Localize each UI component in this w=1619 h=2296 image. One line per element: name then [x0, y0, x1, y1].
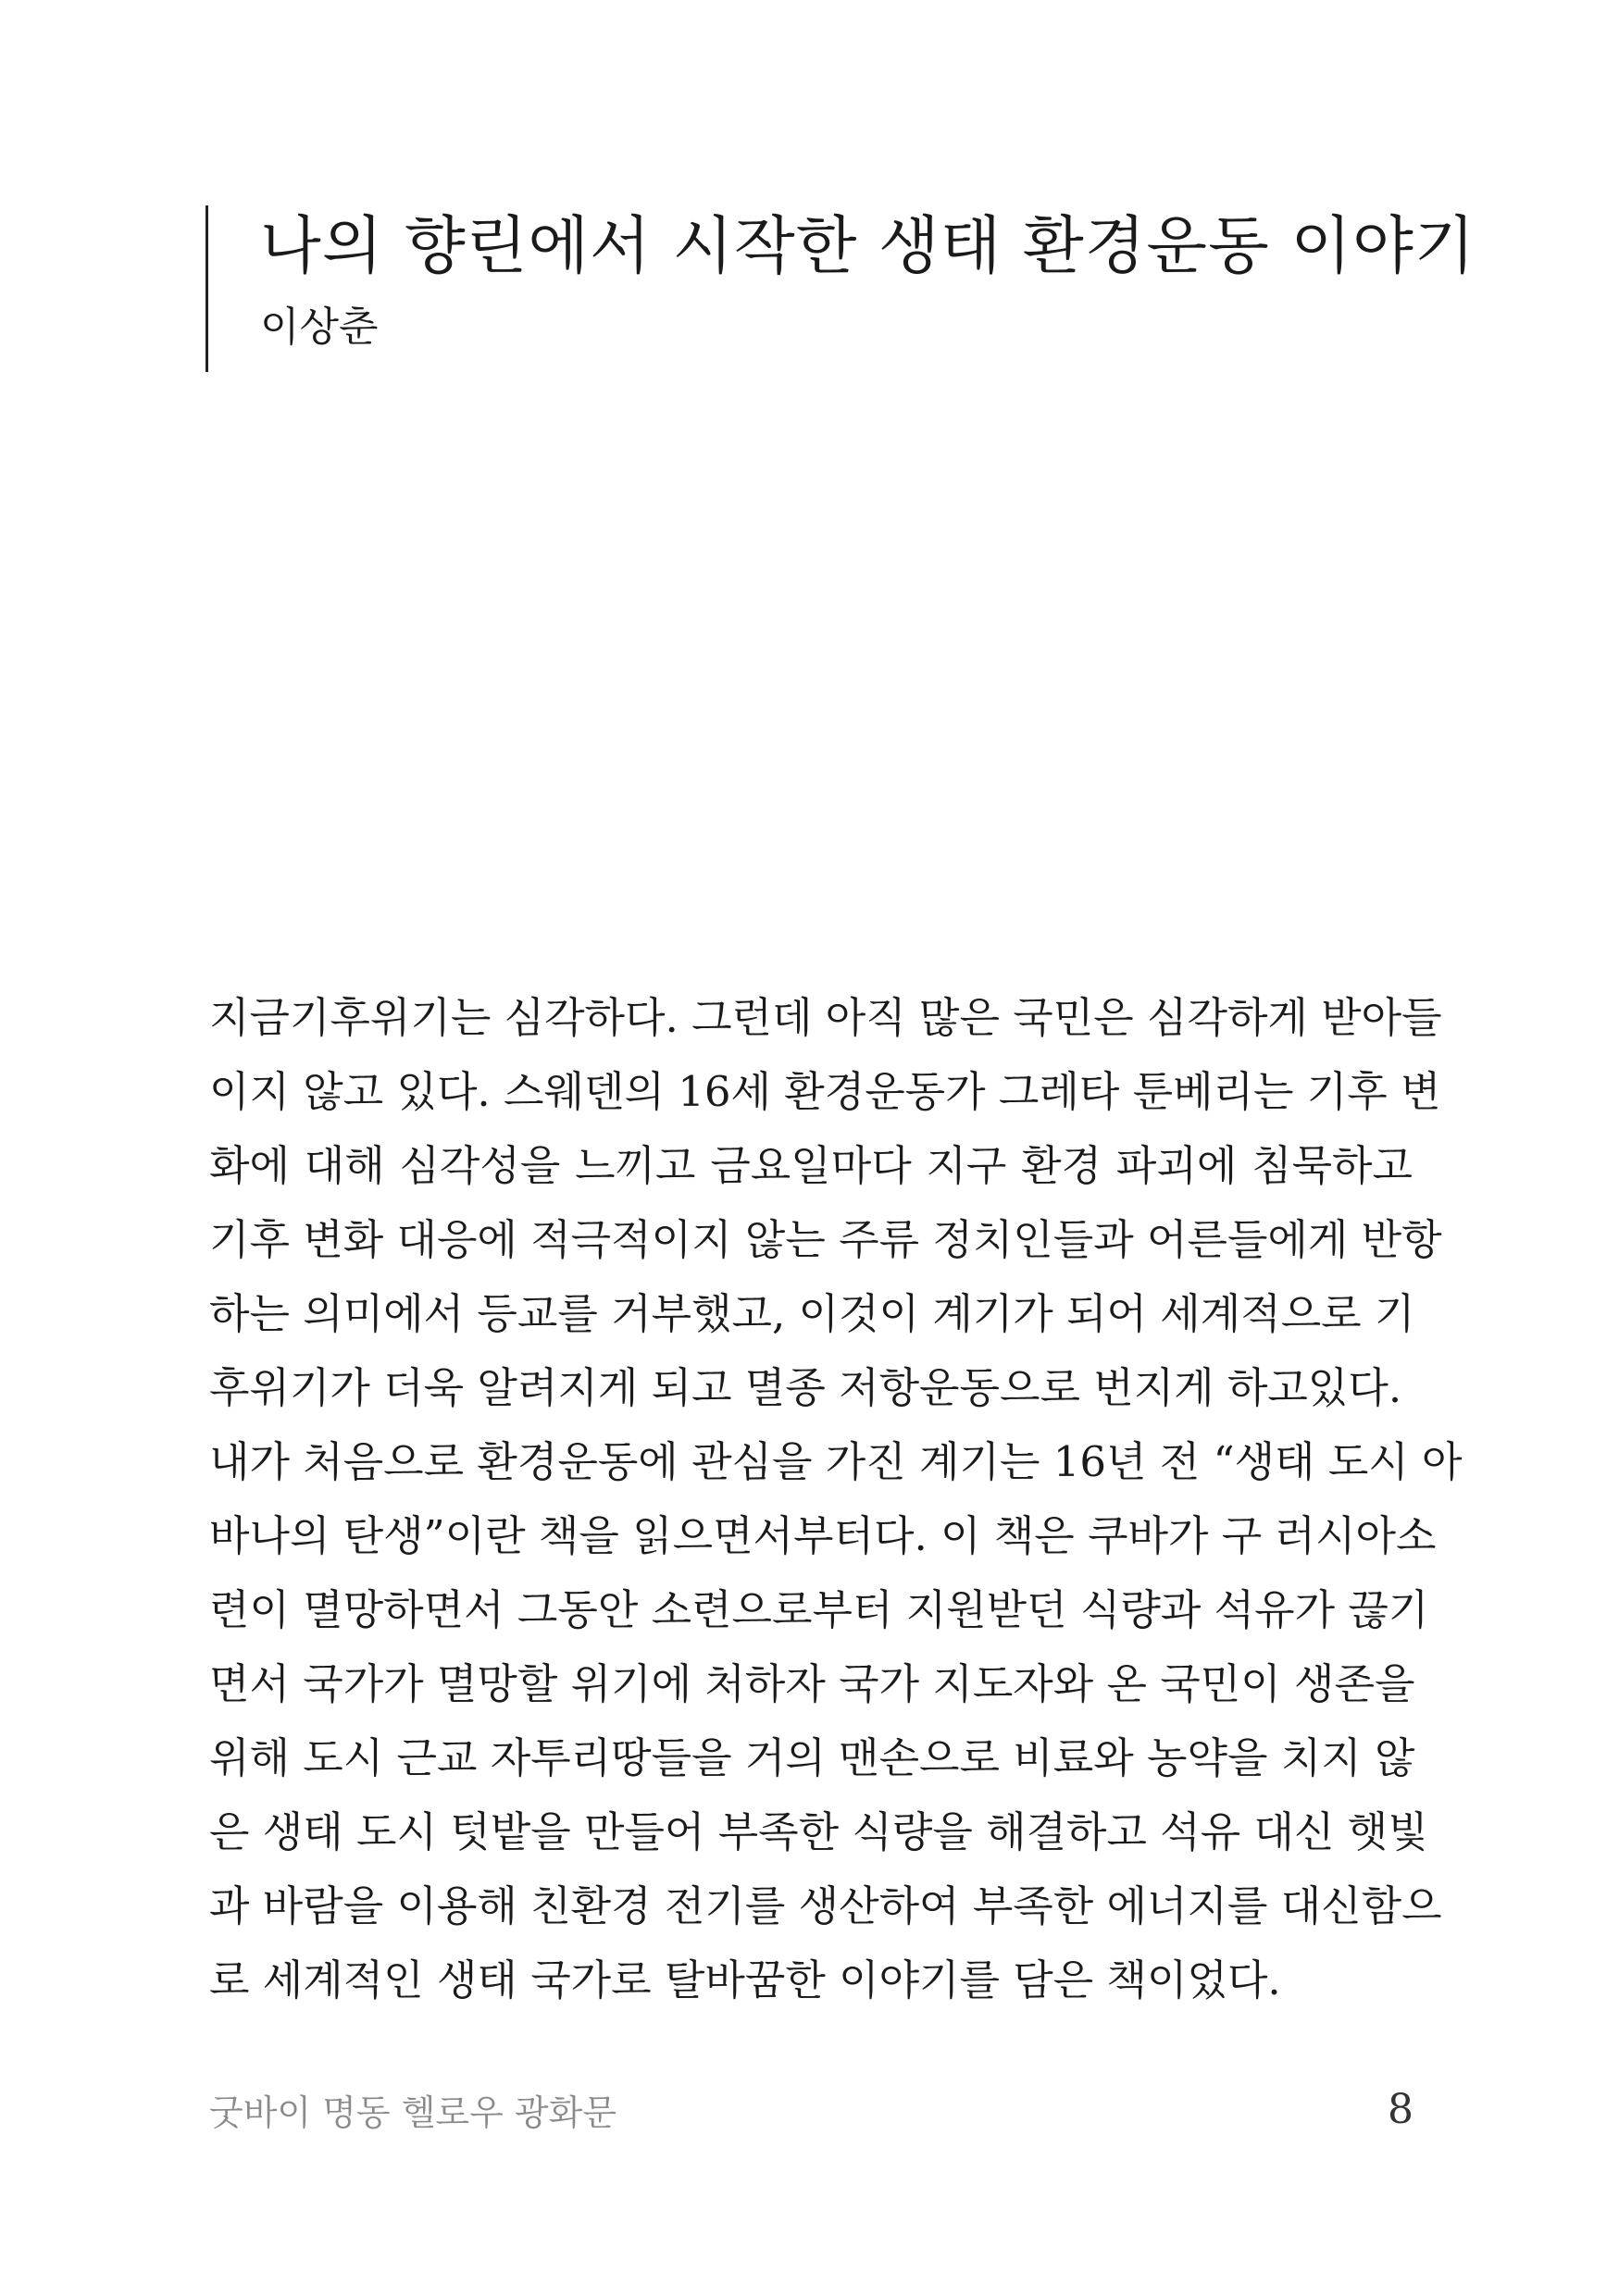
paragraph-line: 과 바람을 이용해 친환경 전기를 생산하여 부족한 에너지를 대신함으 — [209, 1881, 1442, 1930]
paragraph-line: 은 생태 도시 텃밭을 만들어 부족한 식량을 해결하고 석유 대신 햇빛 — [209, 1807, 1428, 1856]
title-block — [205, 205, 1476, 372]
paragraph-line: 위해 도시 근교 자투리땅들을 거의 맨손으로 비료와 농약을 치지 않 — [209, 1733, 1415, 1782]
paragraph-line: 기후 변화 대응에 적극적이지 않는 주류 정치인들과 어른들에게 반항 — [209, 1215, 1442, 1264]
paragraph-line: 하는 의미에서 등교를 거부했고, 이것이 계기가 되어 세계적으로 기 — [209, 1289, 1415, 1338]
paragraph-line: 이지 않고 있다. 스웨덴의 16세 환경운동가 그레타 툰베리는 기후 변 — [209, 1067, 1441, 1116]
paragraph-line: 화에 대해 심각성을 느끼고 금요일마다 지구 환경 파괴에 침묵하고 — [209, 1141, 1413, 1190]
article-title: 나의 향린에서 시작한 생태 환경운동 이야기 — [260, 210, 1476, 283]
page-number: 8 — [1388, 2086, 1414, 2133]
paragraph-line: 로 세계적인 생태 국가로 탈바꿈한 이야기를 담은 책이었다. — [209, 1955, 1281, 2004]
paragraph-line: 련이 멸망하면서 그동안 소련으로부터 지원받던 식량과 석유가 끊기 — [209, 1585, 1429, 1634]
paragraph-line: 내가 처음으로 환경운동에 관심을 가진 계기는 16년 전 “생태 도시 아 — [209, 1437, 1463, 1486]
paragraph-line: 바나의 탄생”이란 책을 읽으면서부터다. 이 책은 쿠바가 구 러시아소 — [209, 1511, 1437, 1560]
footer-book-title: 굿바이 명동 헬로우 광화문 — [209, 2092, 617, 2133]
paragraph-line: 지금기후위기는 심각하다. 그런데 아직 많은 국민은 심각하게 받아들 — [209, 993, 1442, 1042]
paragraph-line: 면서 국가가 멸망할 위기에 처하자 국가 지도자와 온 국민이 생존을 — [209, 1659, 1415, 1708]
author-name: 이상춘 — [260, 304, 379, 351]
paragraph-line: 후위기가 더욱 알려지게 되고 멸종 저항운동으로 번지게 하고있다. — [209, 1363, 1402, 1412]
body-text — [209, 981, 1463, 2017]
